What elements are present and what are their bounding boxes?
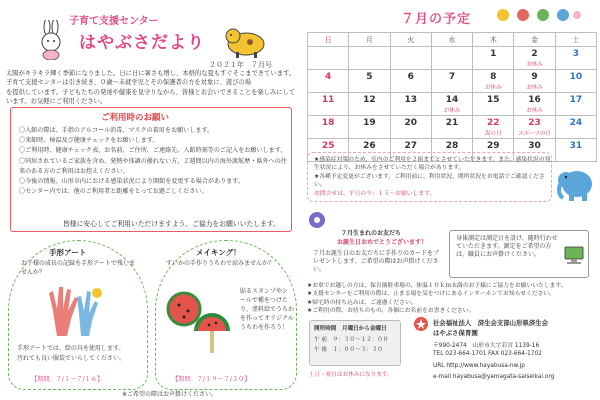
calendar-day-cell — [473, 93, 514, 116]
cow-illustration — [224, 24, 268, 58]
melon-making-text: すいかの手作りうちわで涼みませんか？ — [166, 260, 275, 267]
melon-making-period: 【期間：７/１９～７/３０】 — [172, 376, 251, 383]
weekday-header: 水 — [431, 33, 472, 47]
notice-item: 〇来館時、検温及び健康チェックをお願いします。 — [19, 137, 159, 145]
calendar-day-cell — [349, 70, 390, 93]
info-line: お問合せは、平日の９：１５～お願いします。 — [314, 191, 436, 197]
birthday-title: ７月生まれのお友だち — [341, 230, 402, 237]
day-number: 10 — [569, 72, 583, 82]
notes-list — [307, 282, 597, 315]
day-number: 5 — [366, 72, 373, 82]
measurement-text: 身体測定は測定日を設け、随時行わせていただきます。測定をご希望の方は、職員にお声掛けください。 — [456, 235, 558, 259]
melon-making-card — [155, 240, 297, 390]
day-number: 16 — [528, 95, 541, 105]
day-event-label: お休み — [526, 85, 543, 91]
note-item: ★支援センターをご利用の際は、止まる場を気をつけにあるインターホンでお知らせください。 — [307, 291, 556, 298]
newsletter-title: はやぶさだより — [79, 33, 205, 53]
website-link[interactable]: URL http://www.hayabusa-nw.jp — [433, 363, 525, 369]
calendar-day-cell — [349, 93, 390, 116]
calendar-day-cell — [555, 70, 596, 93]
day-event-label: お休み — [443, 108, 461, 114]
calendar-day-cell — [390, 116, 431, 139]
calendar-day-cell — [431, 70, 472, 93]
hand-art-card — [8, 240, 148, 390]
measurement-box — [449, 230, 589, 278]
calendar-day-cell — [308, 93, 349, 116]
calendar-day-cell — [555, 47, 596, 70]
day-number: 31 — [569, 141, 583, 151]
elephant-illustration — [555, 162, 595, 202]
calendar-day-cell — [390, 47, 431, 70]
notice-item: 〇入館の際は、手指のアルコール消毒、マスクの着用をお願いします。 — [19, 127, 214, 134]
melon-making-description: 貼るスタンプやシールで種をつけたり、塗料絵でうちわを作ってオリジナルうちわを作ろう！ — [240, 288, 295, 331]
issue-date: ２０２１年 ７月号 — [209, 61, 272, 69]
hand-art-period: 【期間：７/１～７/１６】 — [31, 376, 104, 383]
newsletter-header — [34, 12, 264, 60]
calendar-day-cell — [514, 47, 555, 70]
day-number: 3 — [572, 49, 579, 59]
day-number: 25 — [321, 141, 335, 151]
watermelon-fan-illustration — [164, 283, 234, 363]
notice-footer: 皆様に安心してご利用いただけますよう、ご協力をお願いいたします。 — [63, 220, 280, 228]
calendar-day-cell — [514, 93, 555, 116]
email-link[interactable]: e-mail hayabusa@yamagata-saiseikai.org — [433, 374, 555, 380]
calendar-day-cell — [473, 47, 514, 70]
birthday-section — [313, 230, 443, 276]
day-number: 27 — [404, 141, 417, 151]
scale-icon — [563, 245, 585, 265]
day-number: 1 — [490, 49, 497, 59]
intro-paragraph — [6, 69, 296, 107]
nursery-name: はやぶさ保育園 — [433, 329, 478, 337]
day-event-label: お休み — [526, 108, 543, 114]
hours-title: 開所時間 月曜日から金曜日 — [314, 326, 387, 332]
calendar-day-cell — [390, 93, 431, 116]
notice-item: 〇同居されているご家族を含め、発熱や体調の優れない方、２週間以内の海外渡航歴・県外への往来のある方のご利用はお控えください。 — [19, 157, 287, 175]
organization-info — [413, 316, 597, 398]
note-item: ★ご利用の際、お持ちのもの、各個にお名前をお書きください。 — [307, 307, 475, 314]
calendar-day-cell — [431, 93, 472, 116]
day-number: 15 — [487, 95, 500, 105]
note-item: ★帰宅時の持ち込みは、ご遠慮ください。 — [307, 299, 417, 306]
closed-days-note: 土日・祝日はお休みになります。 — [309, 372, 393, 378]
hand-art-note: 汚れても良い服装でいらしてください。 — [17, 355, 126, 362]
notice-list — [19, 126, 287, 197]
calendar-day-cell — [431, 116, 472, 139]
hours-afternoon: 午 後 １：００～３：３０ — [314, 347, 383, 353]
birthday-greeting: お誕生日おめでとうございます！ — [337, 239, 428, 246]
calendar-week-row — [308, 116, 597, 139]
left-note: ※ご希望の際はお声掛けください。 — [122, 391, 218, 398]
day-number: 8 — [490, 72, 497, 82]
calendar-day-cell — [308, 47, 349, 70]
intro-line: を提供しています。子どもたちの発達や健康を見守りながら、皆様とお会いできることを楽しみにしています。お気軽にご利用ください。 — [6, 88, 296, 106]
day-event-label: お休み — [485, 85, 502, 91]
usage-notice-box — [10, 107, 292, 232]
day-number: 13 — [404, 95, 417, 105]
birthday-text: ７月お誕生日のお友だちに手作りのカードをプレゼントします。ご希望の際はお声掛けください。 — [313, 250, 440, 273]
calendar-day-cell — [308, 70, 349, 93]
organization-name: 社会福祉法人 済生会支部山形県済生会 — [433, 319, 549, 327]
day-number: 18 — [321, 118, 335, 128]
calendar-body — [308, 47, 597, 162]
day-number: 30 — [528, 141, 541, 151]
july-calendar — [307, 32, 597, 162]
organization-logo-icon — [413, 316, 429, 332]
calendar-day-cell — [555, 116, 596, 139]
calendar-day-cell — [514, 70, 555, 93]
calendar-day-cell — [473, 70, 514, 93]
calendar-day-cell — [390, 70, 431, 93]
weekday-header: 火 — [390, 33, 431, 47]
hand-art-text: お子様の成長の記録を手形アートで残しませんか？ — [21, 260, 135, 276]
calendar-title: ７月の予定 — [401, 12, 472, 27]
calendar-day-cell — [514, 116, 555, 139]
info-line: ★感染症対策のため、室内のご利用を２組までとさせていただきます。また、感染状況の発生状況により、お休みをさせていただく場合があります。 — [314, 157, 551, 172]
calendar-week-row — [308, 70, 597, 93]
phone-fax: TEL 023-664-1701 FAX 023-664-1702 — [433, 351, 542, 357]
handprint-illustration — [37, 281, 107, 341]
calendar-weekday-row — [308, 33, 597, 47]
day-number: 4 — [325, 72, 332, 82]
weekday-header: 月 — [349, 33, 390, 47]
day-number: 9 — [531, 72, 538, 82]
notice-item: 〇センター内では、他のご利用者と距離をとってお過ごしください。 — [19, 188, 208, 196]
calendar-day-cell — [555, 139, 596, 162]
day-number: 29 — [487, 141, 500, 151]
calendar-day-cell — [555, 93, 596, 116]
header-subtitle: 子育て支援センター — [69, 16, 159, 27]
calendar-day-cell — [431, 47, 472, 70]
day-number: 26 — [363, 141, 376, 151]
notice-item: 〇ご利用時、健康チェック表、お名前、ご住所、ご連絡先、入館時刻等のご記入をお願いします。 — [19, 147, 287, 155]
info-notice-box — [307, 152, 552, 202]
weekday-header: 金 — [514, 33, 555, 47]
day-number: 14 — [445, 95, 459, 105]
notice-item: 〇今後の情報、山形市内における感染状況により開館を変更する場合があります。 — [19, 178, 244, 186]
day-number: 22 — [487, 118, 500, 128]
day-event-label: スポーツの日 — [518, 131, 551, 137]
hand-art-title: 手形アート — [49, 248, 87, 257]
info-line: ★各種予定変更がございます。ご利用前に、利用状況、開所状況をお電話でご確認ください。 — [314, 174, 545, 189]
rabbit-illustration — [34, 20, 68, 60]
day-number: 24 — [569, 118, 583, 128]
weekday-header: 日 — [308, 33, 349, 47]
calendar-day-cell — [308, 116, 349, 139]
day-number: 23 — [528, 118, 541, 128]
day-number: 19 — [363, 118, 376, 128]
day-number: 7 — [448, 72, 456, 82]
notice-title: ご利用時のお願い — [101, 113, 170, 123]
day-number: 11 — [321, 95, 335, 105]
left-column — [4, 2, 299, 398]
calendar-day-cell — [473, 116, 514, 139]
calendar-week-row — [308, 47, 597, 70]
decorative-characters-illustration — [493, 6, 583, 24]
opening-hours-box — [309, 320, 401, 366]
day-number: 17 — [569, 95, 583, 105]
day-number: 2 — [531, 49, 538, 59]
melon-making-title: メイキング！ — [196, 248, 241, 257]
postal-address: 〒990-2474 山形市大字若宮 1139-16 — [433, 343, 540, 349]
day-event-label: 海の日 — [485, 131, 502, 137]
hand-art-note: 手形アートでは、絵の具を使用します。 — [17, 345, 125, 352]
day-number: 12 — [363, 95, 376, 105]
calendar-day-cell — [349, 116, 390, 139]
calendar-day-cell — [349, 47, 390, 70]
intro-line: 太陽がキラキラ輝く季節になりました。日に日に暑さも増し、本格的な夏もすぐそこまできています。子育て支援センターは引き続き、０歳～未就学児とその保護者の方を対象に、遊びの場 — [6, 70, 296, 87]
day-number: 6 — [407, 72, 414, 82]
day-event-label: お休み — [526, 62, 543, 68]
day-number: 21 — [445, 118, 459, 128]
weekday-header: 土 — [555, 33, 596, 47]
note-item: ★お車でお越しの方は、保育園駐車場の、体温１０ｋｍ未満のお子様にご協力をお願いいたします。 — [307, 283, 567, 289]
right-column — [305, 2, 597, 398]
hours-morning: 午 前 ９：３０～１２：００ — [314, 337, 389, 343]
weekday-header: 木 — [473, 33, 514, 47]
day-number: 20 — [404, 118, 417, 128]
calendar-week-row — [308, 93, 597, 116]
day-number: 28 — [445, 141, 459, 151]
morning-glory-illustration — [307, 210, 327, 230]
